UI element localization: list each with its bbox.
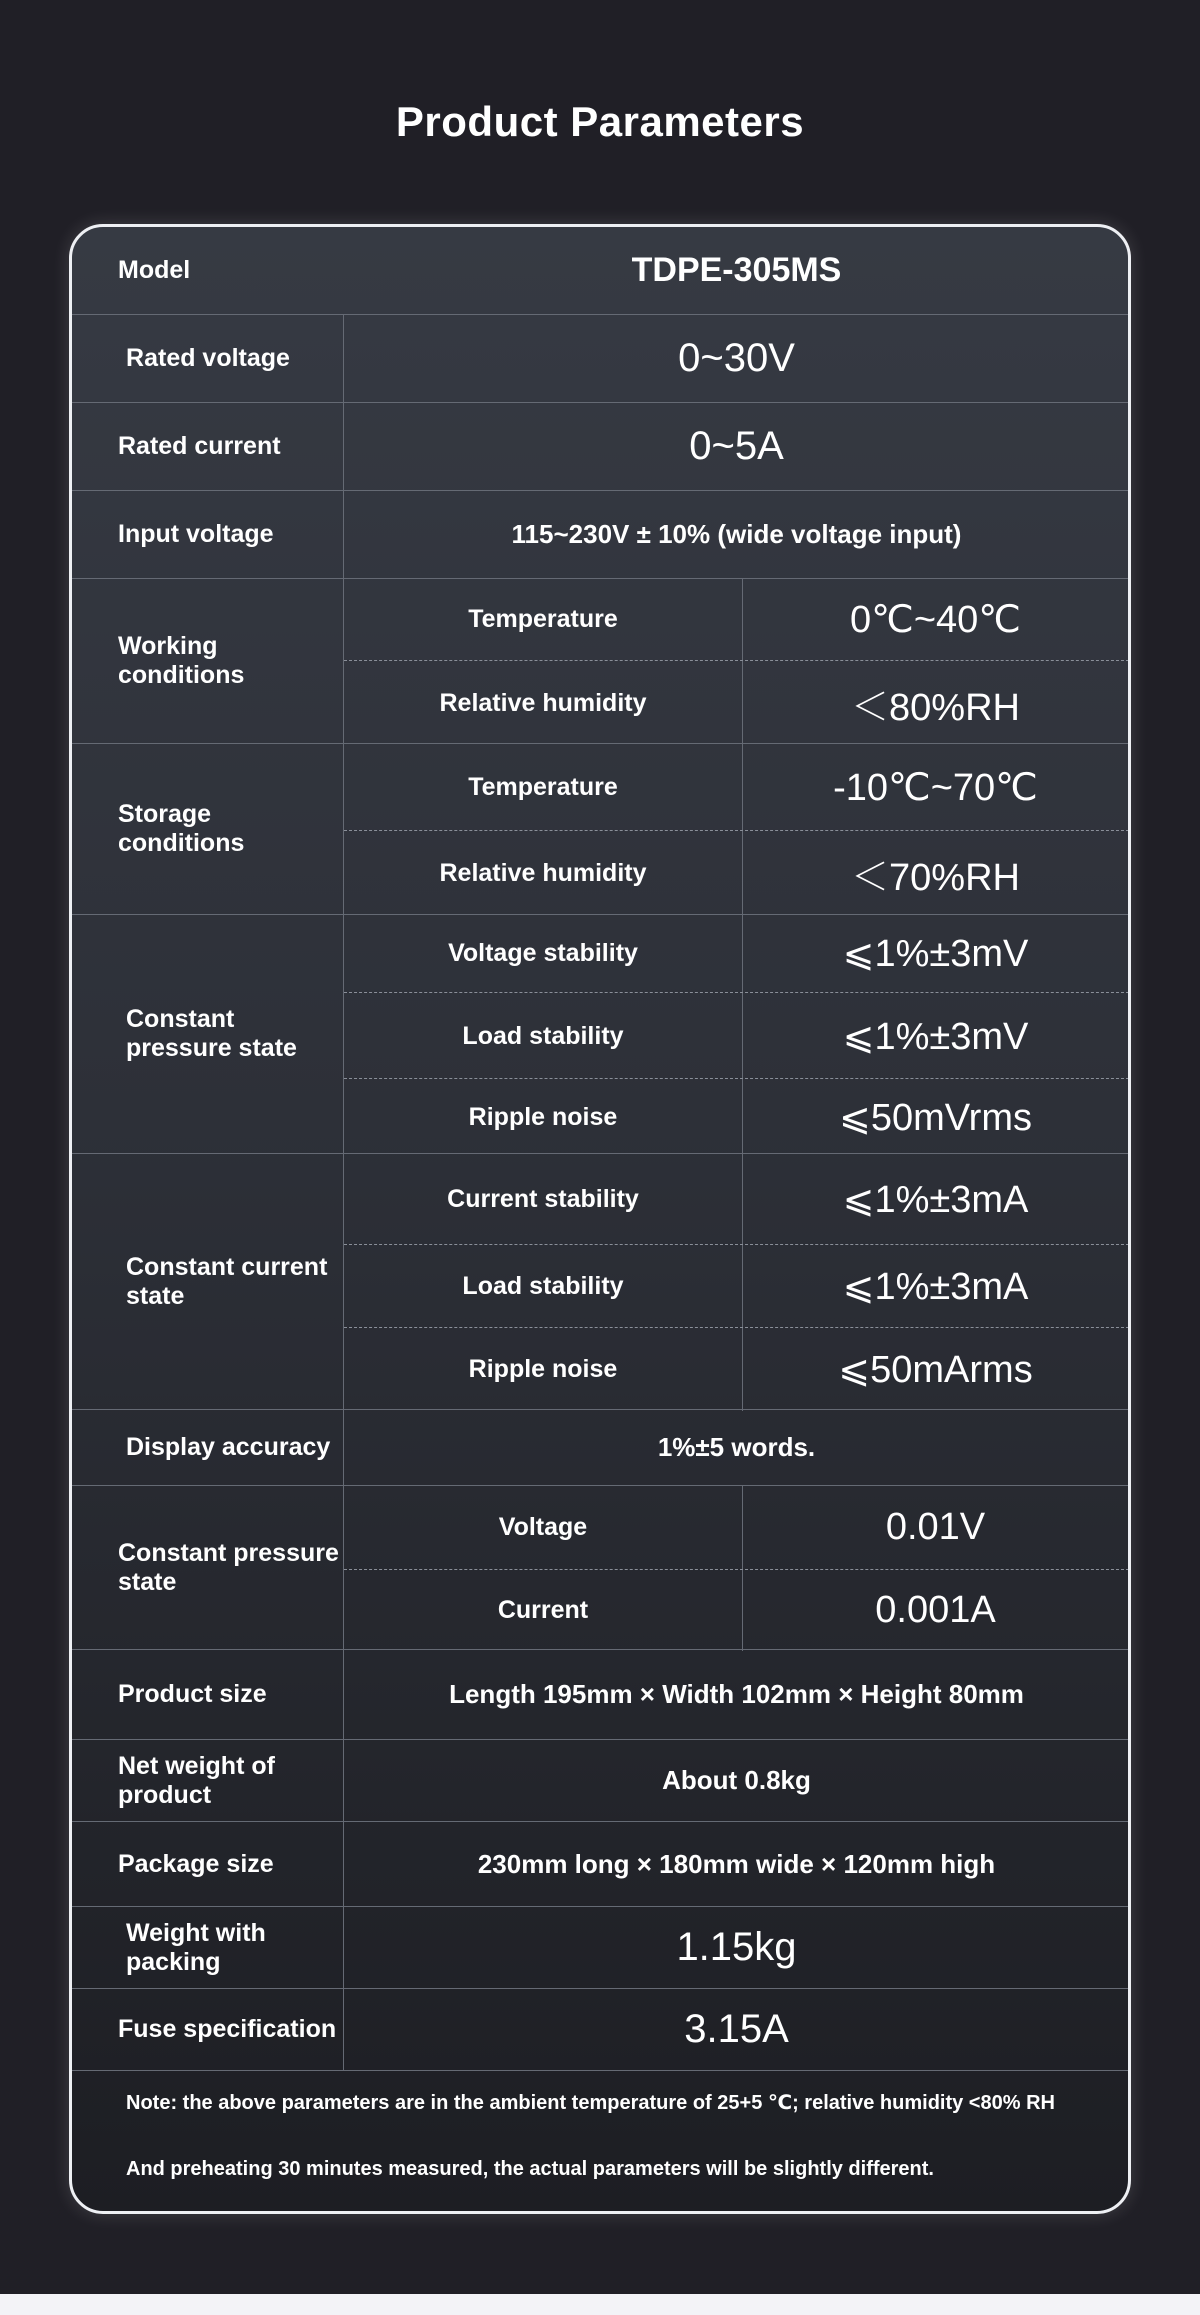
cv-ripple-noise-label: Ripple noise — [468, 1102, 618, 1131]
rated-current-value: 0~5A — [689, 424, 784, 468]
storage-humidity-row — [344, 830, 1129, 916]
page-title: Product Parameters — [395, 98, 805, 145]
working-temperature-row — [344, 579, 1129, 660]
cc-ripple-noise-row — [344, 1327, 1129, 1411]
current-stability-label: Current stability — [447, 1184, 639, 1213]
row-input-voltage — [72, 490, 1129, 578]
net-weight-value: About 0.8kg — [662, 1765, 811, 1795]
row-display-accuracy — [72, 1409, 1129, 1485]
current-stability-row — [344, 1154, 1129, 1244]
storage-temperature-row — [344, 744, 1129, 830]
cv-ripple-noise-value: ⩽50mVrms — [838, 1096, 1032, 1139]
cv-load-stability-value: ⩽1%±3mV — [842, 1015, 1029, 1058]
cc-load-stability-row — [344, 1244, 1129, 1328]
cc-load-stability-label: Load stability — [462, 1272, 624, 1300]
working-temperature-label: Temperature — [468, 605, 618, 633]
row-weight-with-packing — [72, 1906, 1129, 1988]
row-fuse — [72, 1988, 1129, 2070]
storage-temperature-label: Temperature — [468, 772, 618, 801]
note-line-1: Note: the above parameters are in the ambient temperature of 25+5 ℃; relative humidity <80% RH — [126, 2092, 1055, 2114]
current-stability-value: ⩽1%±3mA — [842, 1178, 1029, 1221]
voltage-stability-row — [344, 915, 1129, 992]
row-package-size — [72, 1821, 1129, 1906]
resolution-current-value: 0.001A — [875, 1589, 996, 1631]
resolution-voltage-label: Voltage — [498, 1513, 588, 1541]
cc-ripple-noise-value: ⩽50mArms — [838, 1349, 1033, 1391]
notes-section — [72, 2070, 1129, 2214]
resolution-current-row — [344, 1569, 1129, 1651]
cv-ripple-noise-row — [344, 1078, 1129, 1155]
row-constant-pressure-state — [72, 914, 1129, 1153]
package-size-label: Package size — [118, 1849, 274, 1878]
net-weight-label: Net weight of product — [118, 1751, 275, 1809]
row-constant-current-state — [72, 1153, 1129, 1409]
row-net-weight — [72, 1739, 1129, 1821]
constant-pressure-label: Constant pressure state — [126, 1005, 297, 1062]
resolution-current-label: Current — [497, 1596, 589, 1624]
weight-with-packing-value: 1.15kg — [676, 1925, 797, 1969]
working-humidity-row — [344, 660, 1129, 745]
model-label: Model — [118, 256, 191, 284]
package-size-value: 230mm long × 180mm wide × 120mm high — [477, 1848, 996, 1879]
voltage-stability-label: Voltage stability — [448, 939, 638, 967]
row-model — [72, 227, 1129, 314]
rated-voltage-label: Rated voltage — [126, 344, 290, 372]
cc-load-stability-value: ⩽1%±3mA — [842, 1266, 1029, 1308]
model-value: TDPE-305MS — [631, 251, 842, 289]
storage-humidity-label: Relative humidity — [439, 859, 647, 887]
bottom-strip — [0, 2294, 1200, 2315]
working-humidity-value: ＜80%RH — [851, 686, 1020, 729]
display-accuracy-value: 1%±5 words. — [657, 1432, 816, 1462]
voltage-stability-value: ⩽1%±3mV — [842, 933, 1029, 975]
cv-load-stability-label: Load stability — [462, 1021, 624, 1050]
input-voltage-value: 115~230V ± 10% (wide voltage input) — [511, 519, 962, 549]
note-line-2: And preheating 30 minutes measured, the actual parameters will be slightly different. — [126, 2158, 934, 2180]
constant-current-label: Constant current state — [126, 1252, 328, 1310]
cc-ripple-noise-label: Ripple noise — [468, 1355, 618, 1383]
row-working-conditions — [72, 578, 1129, 743]
row-rated-current — [72, 402, 1129, 490]
resolution-label: Constant pressure state — [118, 1538, 339, 1596]
storage-temperature-value: -10℃~70℃ — [833, 766, 1038, 809]
row-rated-voltage — [72, 314, 1129, 402]
working-conditions-label: Working conditions — [118, 632, 245, 689]
display-accuracy-label: Display accuracy — [126, 1433, 331, 1461]
cv-load-stability-row — [344, 992, 1129, 1079]
fuse-label: Fuse specification — [118, 2015, 337, 2043]
rated-voltage-value: 0~30V — [678, 336, 795, 380]
rated-current-label: Rated current — [118, 432, 281, 460]
storage-humidity-value: ＜70%RH — [851, 857, 1020, 899]
parameters-table — [69, 224, 1131, 2214]
row-product-size — [72, 1649, 1129, 1739]
row-resolution — [72, 1485, 1129, 1649]
product-size-label: Product size — [118, 1680, 267, 1708]
storage-conditions-label: Storage conditions — [118, 800, 245, 857]
working-humidity-label: Relative humidity — [439, 688, 647, 717]
fuse-value: 3.15A — [684, 2007, 789, 2051]
resolution-voltage-row — [344, 1486, 1129, 1569]
input-voltage-label: Input voltage — [118, 520, 274, 548]
product-size-value: Length 195mm × Width 102mm × Height 80mm — [449, 1679, 1024, 1709]
row-storage-conditions — [72, 743, 1129, 914]
resolution-voltage-value: 0.01V — [885, 1506, 986, 1548]
weight-with-packing-label: Weight with packing — [126, 1918, 266, 1976]
working-temperature-value: 0℃~40℃ — [850, 599, 1021, 641]
